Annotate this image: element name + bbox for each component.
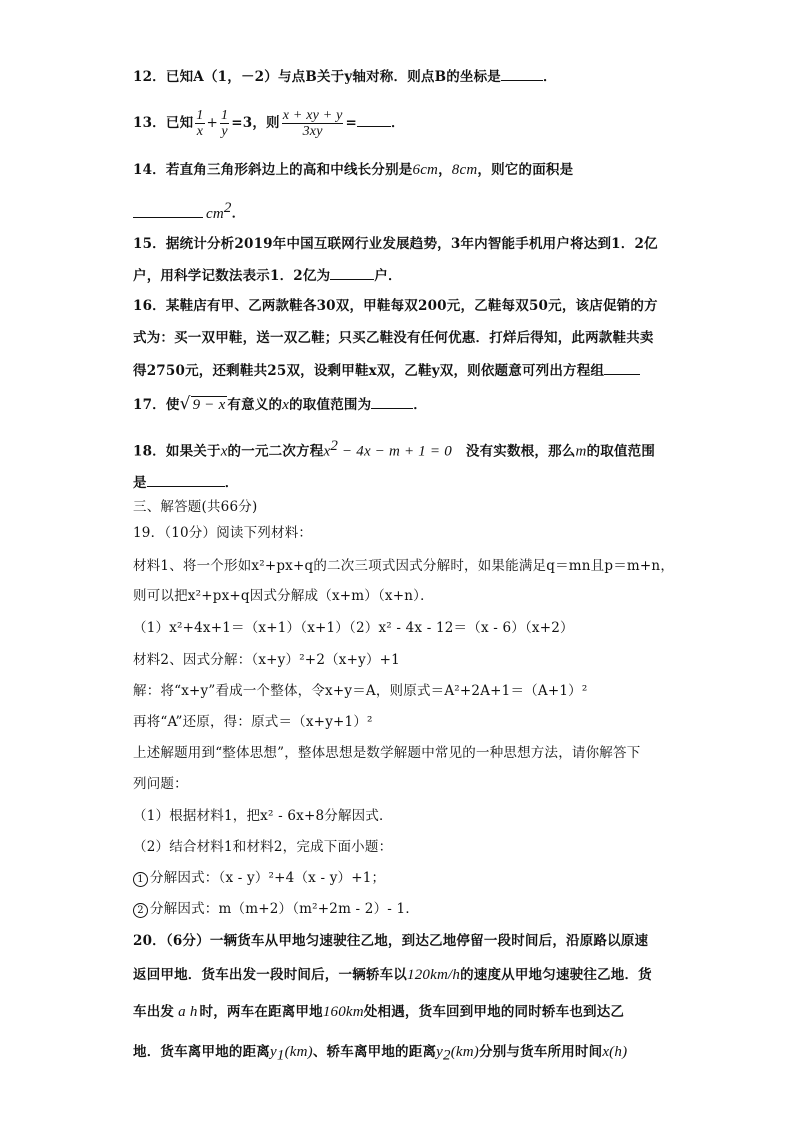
q13-fraction-main bbox=[282, 108, 344, 139]
q19-m1-examples: （1）x²+4x+1＝（x+1）（x+1）（2）x² - 4x - 12＝（x - 6）（x+2） bbox=[133, 620, 574, 636]
question-20-line-2 bbox=[133, 966, 652, 984]
q14-sep: ， bbox=[438, 162, 452, 178]
question-15-line-2 bbox=[133, 265, 402, 285]
q18-line2-end: ． bbox=[224, 475, 239, 491]
q19-material-2-solution-2 bbox=[133, 713, 373, 731]
q17-mid: 有意义的 bbox=[227, 397, 283, 413]
q17-tail: 的取值范围为 bbox=[289, 397, 372, 413]
q13-f3-den: 3xy bbox=[282, 123, 344, 139]
q20-y2: y bbox=[436, 1044, 444, 1060]
q17-answer-blank bbox=[371, 394, 413, 409]
q19-para1: 上述解题用到“整体思想”，整体思想是数学解题中常见的一种思想方法，请你解答下 bbox=[133, 745, 641, 761]
q19-c1: 分解因式：（x - y）²+4（x - y）+1； bbox=[150, 870, 386, 886]
q12-text: 12．已知A（1，－2）与点B关于y轴对称．则点B的坐标是 bbox=[133, 69, 502, 85]
q19-subpart-2 bbox=[133, 900, 419, 918]
q20-line4-tail: 分别与货车所用时间 bbox=[479, 1044, 603, 1060]
q20-line3-head: 车出发 bbox=[133, 1004, 175, 1020]
q13-answer-blank bbox=[357, 112, 391, 127]
q20-km2: (km) bbox=[450, 1044, 479, 1060]
q15-line2-tail: 户． bbox=[374, 268, 402, 284]
q20-line3-tail: 处相遇，货车回到甲地的同时轿车也到达乙 bbox=[363, 1004, 625, 1020]
question-18 bbox=[133, 437, 655, 461]
question-17 bbox=[133, 394, 427, 414]
question-20 bbox=[133, 932, 648, 950]
q20-y1: y bbox=[270, 1044, 277, 1060]
q19-m2-sol2: 再将“A”还原，得：原式＝（x+y+1）² bbox=[133, 714, 373, 730]
question-19-title bbox=[133, 524, 312, 542]
q14-tail: ，则它的面积是 bbox=[477, 162, 574, 178]
q13-fraction-1-over-y bbox=[220, 108, 229, 139]
q13-tail: ． bbox=[391, 115, 405, 131]
q14-end: ． bbox=[231, 205, 246, 222]
q14-unit: cm bbox=[206, 205, 224, 222]
q14-unit-exponent: 2 bbox=[223, 200, 232, 216]
question-20-line-3 bbox=[133, 1003, 624, 1021]
q17-head: 17．使 bbox=[133, 397, 180, 413]
q13-f3-num: x + xy + y bbox=[282, 108, 343, 123]
question-16-line-2 bbox=[133, 329, 654, 347]
question-14-line-2 bbox=[133, 199, 245, 223]
q16-line2: 式为：买一双甲鞋，送一双乙鞋；只买乙鞋没有任何优惠．打烊后得知，此两款鞋共卖 bbox=[133, 330, 654, 346]
q13-f2-num: 1 bbox=[221, 108, 229, 123]
section-3-heading bbox=[133, 498, 257, 516]
q15-line1: 15．据统计分析2019年中国互联网行业发展趋势，3年内智能手机用户将达到1．2亿 bbox=[133, 236, 658, 252]
question-20-line-4 bbox=[133, 1043, 627, 1065]
q20-y1-sub: 1 bbox=[276, 1047, 285, 1064]
circled-one-icon: 1 bbox=[133, 872, 148, 887]
q13-fraction-1-over-x bbox=[195, 108, 204, 139]
q19-material-1-examples bbox=[133, 619, 574, 637]
q19-material-1-line-2 bbox=[133, 587, 434, 605]
q18-var: x bbox=[220, 443, 228, 460]
q20-line4-head: 地．货车离甲地的距离 bbox=[133, 1044, 270, 1060]
q20-line2-tail: 的速度从甲地匀速驶往乙地．货 bbox=[460, 967, 652, 983]
q20-speed: 120km/h bbox=[407, 967, 461, 983]
q20-var-a: a bbox=[178, 1004, 186, 1020]
q12-answer-blank bbox=[501, 66, 543, 81]
q18-eq-a: x bbox=[323, 443, 331, 460]
q13-head: 13．已知 bbox=[133, 115, 194, 131]
q18-eq-b: − 4x − m + 1 = 0 bbox=[338, 443, 452, 460]
q20-line3-mid: 时，两车在距离甲地 bbox=[199, 1004, 323, 1020]
q18-answer-blank bbox=[147, 472, 225, 487]
q20-km1: (km) bbox=[284, 1044, 313, 1060]
q13-eq: = bbox=[345, 115, 357, 131]
q19-m1-line1: 材料1、将一个形如x²+px+q的二次三项式因式分解时，如果能满足q＝mn且p＝m+n， bbox=[133, 558, 675, 574]
question-15 bbox=[133, 235, 658, 253]
q13-mid: =3，则 bbox=[231, 115, 280, 131]
q18-tail2: 的取值范围 bbox=[586, 443, 656, 460]
q20-y2-sub: 2 bbox=[443, 1047, 451, 1064]
q19-m2-title: 材料2、因式分解：（x+y）²+2（x+y）+1 bbox=[133, 652, 400, 668]
question-14 bbox=[133, 161, 573, 179]
q18-head: 18．如果关于 bbox=[133, 443, 221, 460]
q19-paragraph-line-2 bbox=[133, 775, 188, 793]
q13-plus: + bbox=[206, 115, 219, 131]
q13-f2-den: y bbox=[221, 124, 228, 139]
q19-para2: 列问题： bbox=[133, 776, 188, 792]
q14-height-value: 6cm bbox=[412, 162, 439, 178]
q14-head: 14．若直角三角形斜边上的高和中线长分别是 bbox=[133, 162, 413, 178]
q18-m: m bbox=[575, 443, 587, 460]
q16-line1: 16．某鞋店有甲、乙两款鞋各30双，甲鞋每双200元，乙鞋每双50元，该店促销的方 bbox=[133, 298, 658, 314]
q19-m2-sol1: 解：将“x+y”看成一个整体，令x+y＝A，则原式＝A²+2A+1＝（A+1）² bbox=[133, 683, 588, 699]
q20-unit-h: h bbox=[189, 1004, 198, 1020]
q19-m1-line2: 则可以把x²+px+q因式分解成（x+m）（x+n）． bbox=[133, 588, 434, 604]
q12-tail: ． bbox=[543, 69, 557, 85]
question-16-line-3 bbox=[133, 360, 640, 380]
question-16 bbox=[133, 297, 658, 315]
q20-line1: 20．（6分）一辆货车从甲地匀速驶往乙地，到达乙地停留一段时间后，沿原路以原速 bbox=[133, 933, 649, 949]
q18-tail: 没有实数根，那么 bbox=[465, 443, 576, 460]
q19-p2: （2）结合材料1和材料2，完成下面小题： bbox=[133, 839, 393, 855]
q20-xh: x(h) bbox=[602, 1044, 628, 1060]
q19-c2: 分解因式：m（m+2）（m²+2m - 2）- 1． bbox=[150, 901, 420, 917]
q15-answer-blank bbox=[330, 265, 374, 280]
q20-distance: 160km bbox=[322, 1004, 364, 1020]
q13-f1-den: x bbox=[196, 124, 204, 139]
q17-var: x bbox=[282, 397, 290, 413]
q19-title: 19．（10分）阅读下列材料： bbox=[133, 525, 313, 541]
circled-two-icon: 2 bbox=[133, 903, 148, 918]
q19-subpart-1 bbox=[133, 869, 385, 887]
q18-mid: 的一元二次方程 bbox=[227, 443, 324, 460]
section-3-title: 三、解答题(共66分) bbox=[133, 499, 258, 515]
q20-line4-mid: 、轿车离甲地的距离 bbox=[312, 1044, 437, 1060]
q14-answer-blank bbox=[133, 203, 203, 218]
question-12 bbox=[133, 66, 557, 86]
question-18-line-2 bbox=[133, 472, 238, 492]
q15-line2-head: 户，用科学记数法表示1．2亿为 bbox=[133, 268, 331, 284]
q20-line2-head: 返回甲地．货车出发一段时间后，一辆轿车以 bbox=[133, 967, 407, 983]
sqrt-icon: √ bbox=[179, 394, 191, 414]
q19-paragraph-line-1 bbox=[133, 744, 640, 762]
q16-line3: 得2750元，还剩鞋共25双，设剩甲鞋x双，乙鞋y双，则依题意可列出方程组 bbox=[133, 363, 605, 379]
q16-answer-blank bbox=[604, 360, 640, 375]
q17-radicand: 9 − x bbox=[192, 397, 226, 413]
q19-material-2-solution-1 bbox=[133, 682, 587, 700]
q19-material-2-title bbox=[133, 651, 400, 669]
q19-part-1 bbox=[133, 807, 393, 825]
q19-material-1-line-1 bbox=[133, 557, 674, 575]
q19-part-2 bbox=[133, 838, 392, 856]
q14-median-value: 8cm bbox=[451, 162, 478, 178]
q17-end: ． bbox=[413, 397, 427, 413]
question-13 bbox=[133, 104, 405, 142]
q13-f1-num: 1 bbox=[196, 108, 204, 123]
q19-p1: （1）根据材料1，把x² - 6x+8分解因式． bbox=[133, 808, 393, 824]
q18-line2-head: 是 bbox=[133, 475, 147, 491]
q18-eq-exponent: 2 bbox=[330, 438, 339, 454]
